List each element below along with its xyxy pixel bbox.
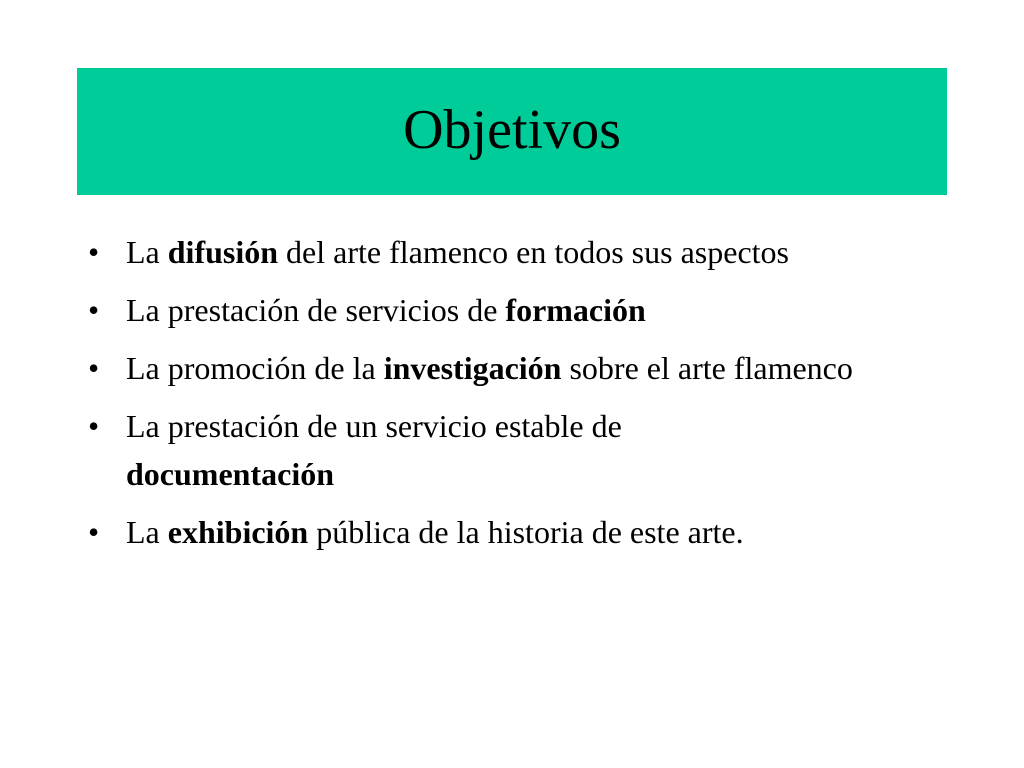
bullet-text-post: sobre el arte flamenco xyxy=(561,350,853,386)
bullet-item xyxy=(88,228,908,276)
bullet-text-bold: investigación xyxy=(383,350,562,386)
bullet-dot-icon: • xyxy=(88,292,100,328)
bullet-text-post: del arte flamenco en todos sus aspectos xyxy=(278,234,789,270)
bullet-text-bold: documentación xyxy=(126,456,334,492)
bullet-text-pre: La promoción de la xyxy=(126,350,384,386)
objectives-list xyxy=(88,228,908,566)
bullet-text-post: pública de la historia de este arte. xyxy=(308,514,744,550)
bullet-dot-icon: • xyxy=(88,514,100,550)
bullet-text-bold: formación xyxy=(505,292,646,328)
slide-title: Objetivos xyxy=(403,98,621,161)
bullet-text-pre: La prestación de servicios de xyxy=(126,292,506,328)
bullet-dot-icon: • xyxy=(88,408,100,444)
title-banner xyxy=(77,68,947,195)
bullet-text-pre: La xyxy=(126,514,168,550)
bullet-text-bold: difusión xyxy=(167,234,279,270)
bullet-dot-icon: • xyxy=(88,350,100,386)
bullet-item xyxy=(88,344,908,392)
bullet-text-pre: La prestación de un servicio estable de xyxy=(126,408,622,444)
bullet-item xyxy=(88,402,908,498)
bullet-item xyxy=(88,508,908,556)
bullet-item xyxy=(88,286,908,334)
bullet-text-bold: exhibición xyxy=(167,514,309,550)
bullet-dot-icon: • xyxy=(88,234,100,270)
bullet-text-pre: La xyxy=(126,234,168,270)
